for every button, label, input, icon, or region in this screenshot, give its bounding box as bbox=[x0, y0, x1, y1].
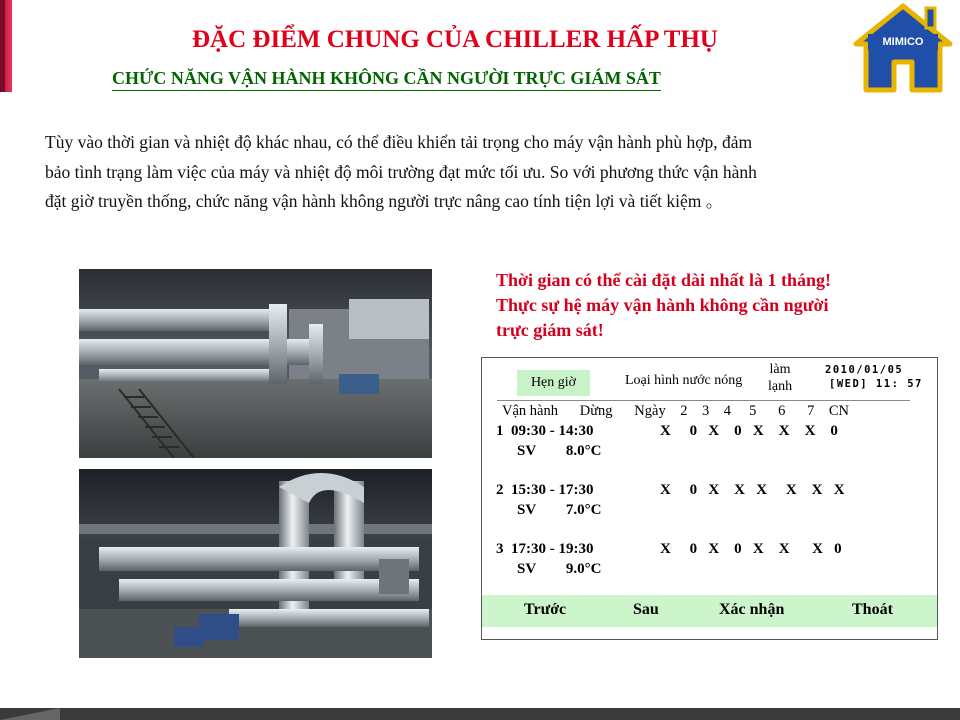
schedule-3-days[interactable]: X 0 X 0 X X X 0 bbox=[660, 541, 842, 557]
tab-schedule[interactable]: Hẹn giờ bbox=[517, 370, 590, 396]
note-line-1: Thời gian có thể cài đặt dài nhất là 1 tháng! bbox=[496, 270, 832, 290]
prev-button[interactable]: Trước bbox=[524, 601, 567, 618]
schedule-header-row: Vận hành Dừng Ngày 2 3 4 5 6 7 CN bbox=[502, 403, 849, 419]
highlight-note bbox=[496, 268, 916, 343]
schedule-3-setpoint[interactable]: SV 9.0°C bbox=[517, 561, 602, 577]
mode-hot-water-label[interactable]: Loại hình nước nóng bbox=[625, 373, 743, 388]
header-divider bbox=[497, 400, 910, 401]
schedule-2-setpoint[interactable]: SV 7.0°C bbox=[517, 502, 602, 518]
intro-line-2: bảo tình trạng làm việc của máy và nhiệt độ môi trường đạt mức tối ưu. So với phương thức vận hành bbox=[45, 161, 757, 182]
page-title: ĐẶC ĐIỂM CHUNG CỦA CHILLER HẤP THỤ bbox=[192, 26, 718, 53]
time-readout: [WED] 11: 57 bbox=[829, 378, 923, 390]
schedule-1-time[interactable]: 1 09:30 - 14:30 bbox=[496, 423, 594, 439]
note-line-2: Thực sự hệ máy vận hành không cần người bbox=[496, 295, 829, 315]
schedule-2-time[interactable]: 2 15:30 - 17:30 bbox=[496, 482, 594, 498]
date-readout: 2010/01/05 bbox=[825, 364, 904, 376]
schedule-panel bbox=[481, 357, 938, 640]
plant-room-photo bbox=[79, 269, 432, 458]
footer-accent bbox=[0, 708, 60, 720]
mode-cooling-line-2: lạnh bbox=[768, 379, 793, 394]
exit-button[interactable]: Thoát bbox=[852, 601, 893, 618]
intro-line-3: đặt giờ truyền thống, chức năng vận hành không người trực nâng cao tính tiện lợi và tiết kiệm 。 bbox=[45, 191, 724, 211]
footer-bar bbox=[0, 708, 960, 720]
schedule-1-setpoint[interactable]: SV 8.0°C bbox=[517, 443, 602, 459]
mimico-logo bbox=[846, 0, 960, 96]
note-line-3: trực giám sát! bbox=[496, 320, 604, 340]
confirm-button[interactable]: Xác nhận bbox=[719, 601, 785, 618]
schedule-2-days[interactable]: X 0 X X X X X X bbox=[660, 482, 845, 498]
intro-paragraph bbox=[45, 128, 911, 217]
schedule-1-days[interactable]: X 0 X 0 X X X 0 bbox=[660, 423, 838, 439]
page-subtitle: CHỨC NĂNG VẬN HÀNH KHÔNG CẦN NGƯỜI TRỰC GIÁM SÁT bbox=[112, 68, 661, 91]
next-button[interactable]: Sau bbox=[633, 601, 659, 618]
logo-text: MIMICO bbox=[882, 36, 924, 48]
mode-cooling-line-1: làm bbox=[769, 362, 791, 377]
schedule-3-time[interactable]: 3 17:30 - 19:30 bbox=[496, 541, 594, 557]
date-time-readout bbox=[825, 363, 923, 391]
pipework-photo bbox=[79, 469, 432, 658]
mode-cooling-label[interactable] bbox=[768, 361, 792, 395]
intro-line-1: Tùy vào thời gian và nhiệt độ khác nhau, có thể điều khiển tải trọng cho máy vận hành phù hợp, đảm bbox=[45, 132, 753, 152]
